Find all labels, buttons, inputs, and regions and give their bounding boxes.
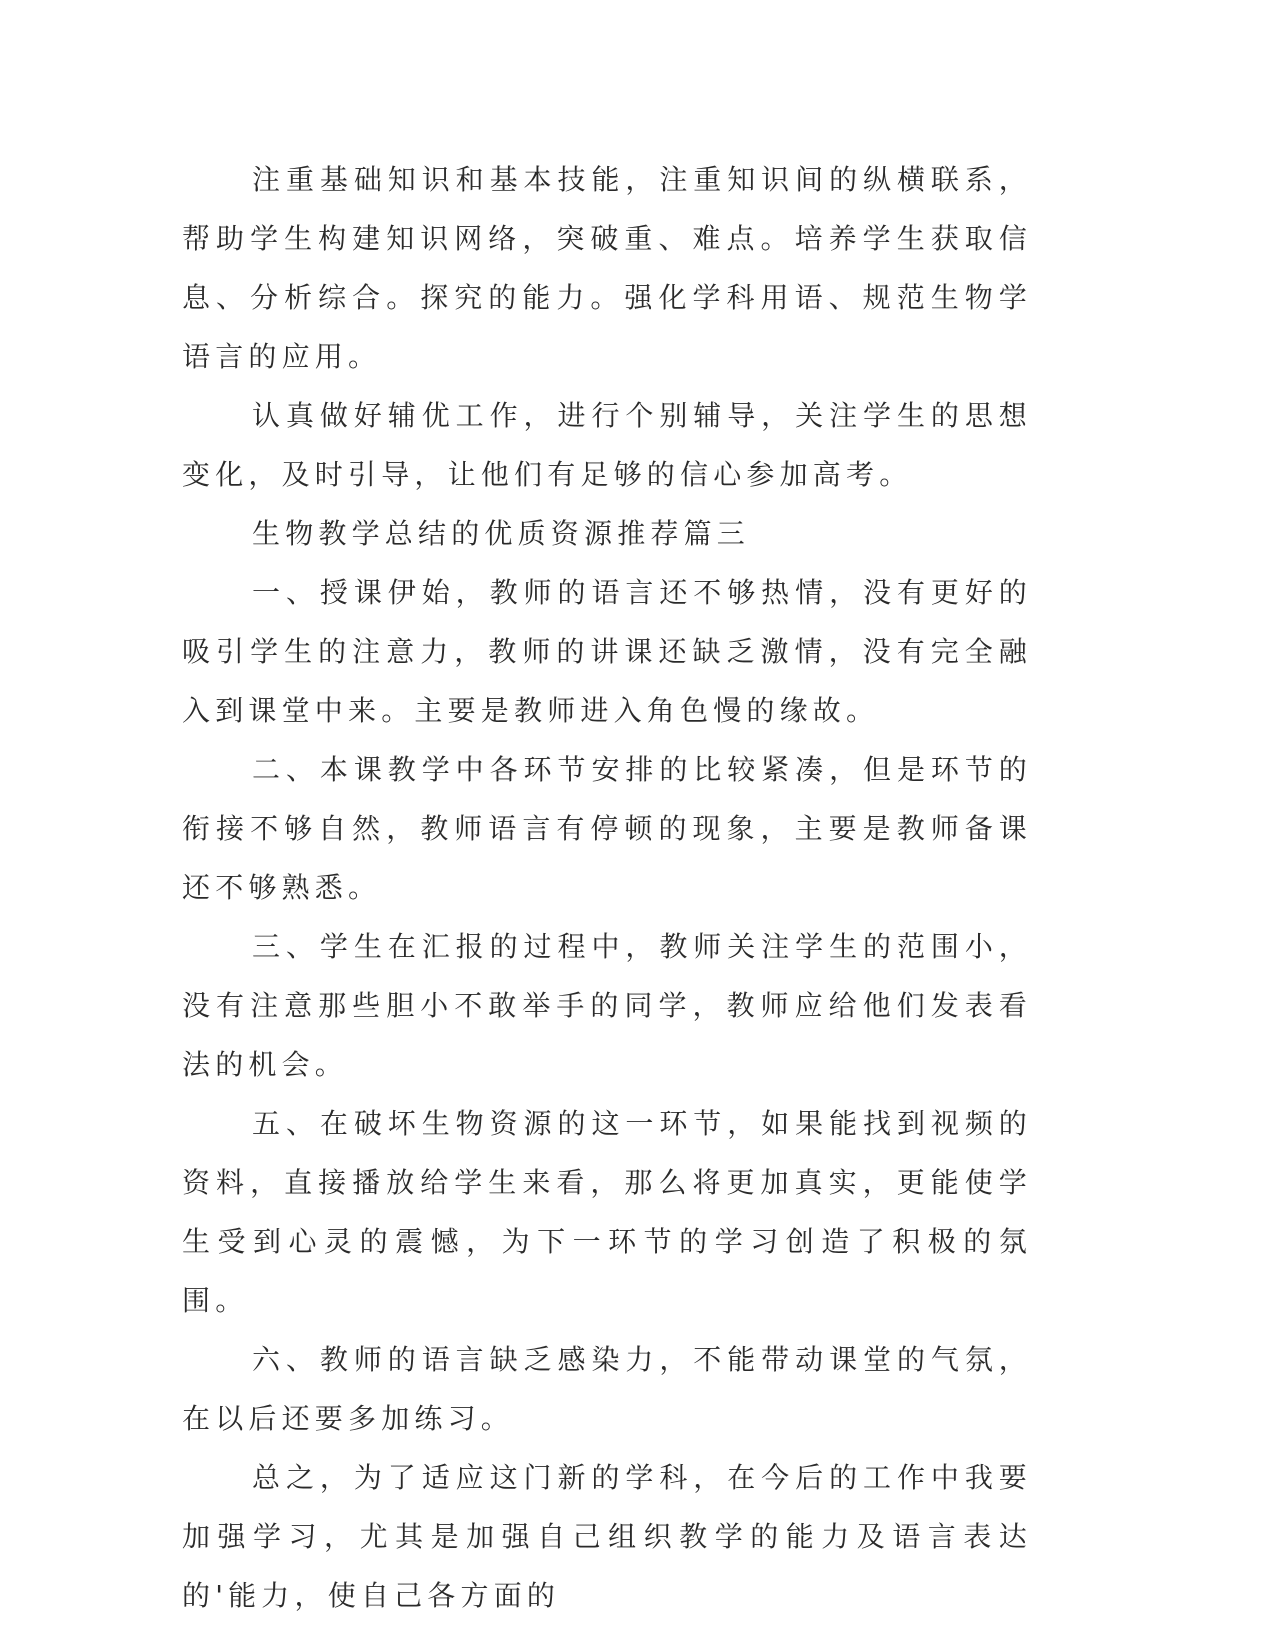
paragraph-8: 六、教师的语言缺乏感染力，不能带动课堂的气氛，在以后还要多加练习。 bbox=[182, 1343, 1032, 1435]
paragraph-7: 五、在破坏生物资源的这一环节，如果能找到视频的资料，直接播放给学生来看，那么将更加真实，更能使学生受到心灵的震憾，为下一环节的学习创造了积极的氛围。 bbox=[182, 1107, 1032, 1317]
paragraph-4: 一、授课伊始，教师的语言还不够热情，没有更好的吸引学生的注意力，教师的讲课还缺乏激情，没有完全融入到课堂中来。主要是教师进入角色慢的缘故。 bbox=[182, 576, 1032, 727]
paragraph-2: 认真做好辅优工作，进行个别辅导，关注学生的思想变化，及时引导，让他们有足够的信心参加高考。 bbox=[182, 399, 1032, 491]
document-body bbox=[182, 150, 1032, 1625]
paragraph-1: 注重基础知识和基本技能，注重知识间的纵横联系，帮助学生构建知识网络，突破重、难点。培养学生获取信息、分析综合。探究的能力。强化学科用语、规范生物学语言的应用。 bbox=[182, 163, 1032, 373]
paragraph-6: 三、学生在汇报的过程中，教师关注学生的范围小，没有注意那些胆小不敢举手的同学，教师应给他们发表看法的机会。 bbox=[182, 930, 1032, 1081]
paragraph-5: 二、本课教学中各环节安排的比较紧凑，但是环节的衔接不够自然，教师语言有停顿的现象，主要是教师备课还不够熟悉。 bbox=[182, 753, 1032, 904]
paragraph-9: 总之，为了适应这门新的学科，在今后的工作中我要加强学习，尤其是加强自己组织教学的能力及语言表达的'能力，使自己各方面的 bbox=[182, 1461, 1032, 1612]
section-heading: 生物教学总结的优质资源推荐篇三 bbox=[252, 517, 751, 550]
